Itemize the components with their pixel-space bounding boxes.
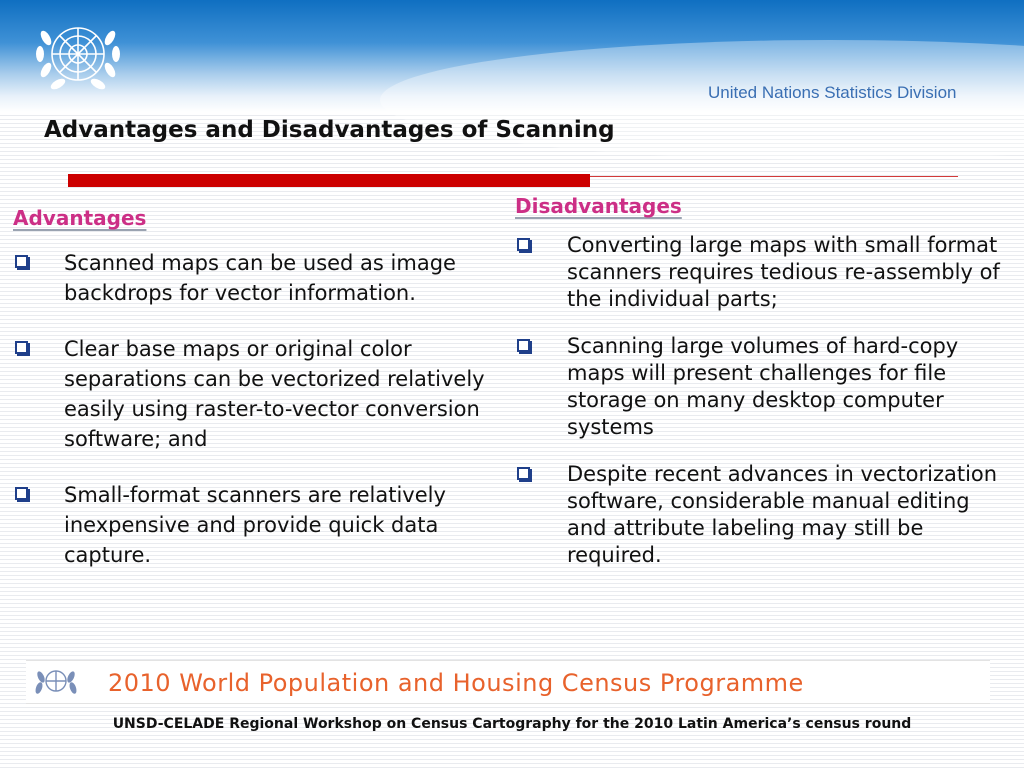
- census-emblem-icon: [30, 663, 80, 701]
- advantage-item: [13, 248, 495, 308]
- slide-title: Advantages and Disadvantages of Scanning: [44, 117, 615, 143]
- hollow-square-bullet-icon: [517, 339, 530, 352]
- title-rule-thick: [68, 174, 590, 187]
- census-programme-banner: [26, 660, 990, 704]
- un-emblem-icon: [26, 8, 130, 104]
- disadvantages-heading: Disadvantages: [515, 194, 682, 218]
- disadvantage-item-text: Scanning large volumes of hard-copy maps will present challenges for file storage on many desktop computer systems: [567, 334, 959, 439]
- advantage-item: [13, 480, 495, 570]
- disadvantage-item-text: Despite recent advances in vectorization software, considerable manual editing and attribute labeling may still be required.: [567, 462, 998, 567]
- hollow-square-bullet-icon: [15, 341, 28, 354]
- census-programme-text: 2010 World Population and Housing Census Programme: [108, 669, 804, 697]
- advantage-item-text: Clear base maps or original color separations can be vectorized relatively easily using raster-to-vector conversion software; and: [64, 337, 485, 451]
- disadvantage-item: [515, 232, 1015, 313]
- hollow-square-bullet-icon: [15, 487, 28, 500]
- hollow-square-bullet-icon: [517, 238, 530, 251]
- disadvantage-item: [515, 461, 1015, 569]
- advantage-item-text: Small-format scanners are relatively inexpensive and provide quick data capture.: [64, 483, 446, 567]
- disadvantage-item: [515, 333, 1015, 441]
- organization-label: United Nations Statistics Division: [708, 83, 957, 102]
- advantage-item: [13, 334, 495, 454]
- header-banner: [0, 0, 1024, 112]
- disadvantage-item-text: Converting large maps with small format scanners requires tedious re-assembly of the individual parts;: [567, 233, 1000, 311]
- disadvantages-list: [515, 232, 1015, 569]
- footer-caption: UNSD-CELADE Regional Workshop on Census Cartography for the 2010 Latin America’s census round: [112, 716, 912, 732]
- advantages-list: [13, 248, 495, 596]
- hollow-square-bullet-icon: [517, 467, 530, 480]
- advantage-item-text: Scanned maps can be used as image backdrops for vector information.: [64, 251, 456, 305]
- advantages-heading: Advantages: [13, 206, 147, 230]
- hollow-square-bullet-icon: [15, 255, 28, 268]
